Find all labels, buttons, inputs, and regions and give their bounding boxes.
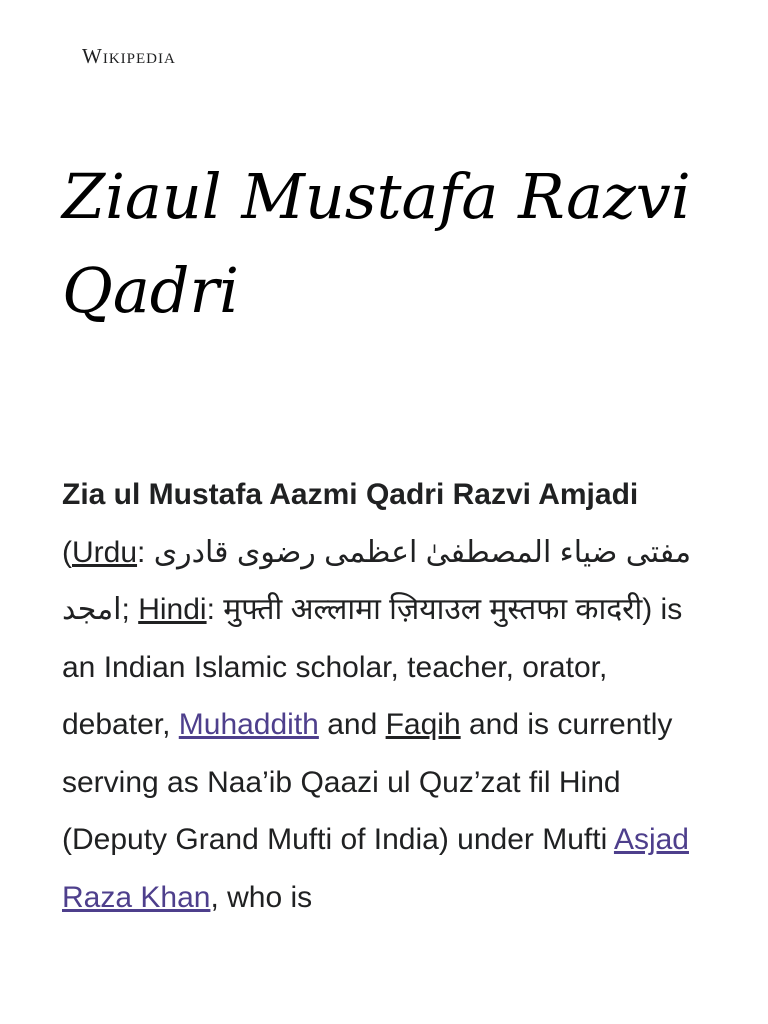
hindi-name-text: मुफ्ती अल्लामा ज़ियाउल मुस्तफा कादरी [223, 593, 643, 626]
urdu-link[interactable]: Urdu [72, 535, 138, 569]
muhaddith-link[interactable]: Muhaddith [178, 708, 319, 741]
page-title: Ziaul Mustafa Razvi Qadri [62, 160, 691, 327]
lead-text-2: and is currently serving as Naa’ib Qaazi ul Quz’zat fil Hind (Deputy Grand Mufti of India) under Mufti [62, 708, 673, 856]
header [82, 40, 176, 76]
asjad-raza-khan-link[interactable]: Asjad Raza Khan [62, 823, 689, 914]
lead-text-3: , who is [210, 880, 313, 914]
faqih-link[interactable]: Faqih [385, 708, 461, 741]
semicolon-text: ; [121, 593, 139, 626]
hindi-link[interactable]: Hindi [138, 593, 207, 626]
hindi-colon-text: : [206, 593, 224, 626]
lead-text-1: ) is an Indian Islamic scholar, teacher, orator, debater, [62, 593, 683, 741]
wikipedia-wordmark[interactable]: Wikipedia [82, 44, 176, 68]
urdu-colon-text: : [137, 535, 154, 569]
and-text: and [318, 708, 386, 741]
subject-name: Zia ul Mustafa Aazmi Qadri Razvi Amjadi [62, 478, 639, 511]
open-paren-text: ( [62, 535, 72, 569]
article-lead-paragraph [62, 466, 722, 926]
urdu-name-text: مفتی ضیاء المصطفیٰ اعظمی رضوی قادری امجد [62, 535, 692, 626]
